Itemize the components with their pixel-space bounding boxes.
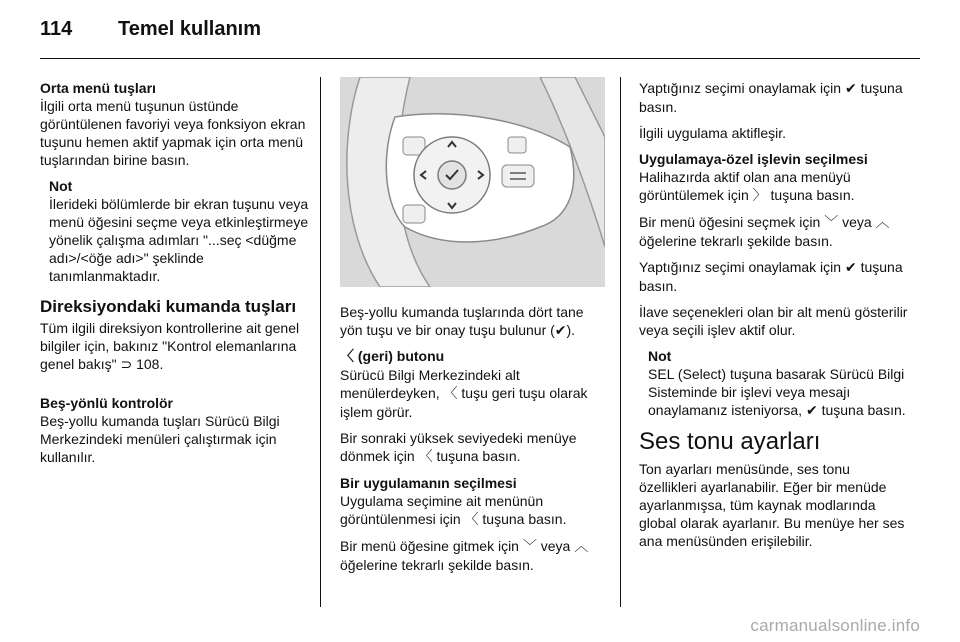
subheading-orta-menu: Orta menü tuşları <box>40 80 156 96</box>
text-segment: tuşuna basın. <box>766 187 855 203</box>
paragraph-ozel-2 <box>639 213 909 250</box>
text-segment: öğelerine tekrarlı şekilde basın. <box>639 233 833 249</box>
paragraph-ozel-1 <box>639 168 909 205</box>
text-segment: veya <box>536 538 575 554</box>
text-segment: SEL (Select) tuşuna basarak Sürücü Bilgi Sisteminde bir işlevi veya mesajı onaylamanız isteniyorsa, <box>648 366 905 418</box>
column-3 <box>639 79 909 558</box>
text-segment: Yaptığınız seçimi onaylamak için <box>639 80 845 96</box>
column-1 <box>40 79 310 474</box>
chevron-left-icon: 〈 <box>418 449 433 465</box>
section-title-direksiyon: Direksiyondaki kumanda tuşları <box>40 297 297 316</box>
text-segment: Bir menü öğesine gitmek için <box>340 538 523 554</box>
steering-wheel-controls-illustration <box>340 77 605 287</box>
subheading-bes-yonlu: Beş-yönlü kontrolör <box>40 395 174 411</box>
text-segment: Uygulama seçimine ait menünün görüntülenmesi için <box>340 493 544 527</box>
section-title-ses-tonu: Ses tonu ayarları <box>639 428 821 455</box>
paragraph-intro: Beş-yollu kumanda tuşlarında dört tane yön tuşu ve bir onay tuşu bulunur (✔). <box>340 304 584 338</box>
paragraph-uygulama-1 <box>340 492 610 529</box>
subheading-text: (geri) butonu <box>354 348 445 364</box>
chevron-left-icon: 〈 <box>464 512 479 528</box>
chevron-right-icon: 〉 <box>752 188 767 204</box>
note-block <box>648 347 909 420</box>
paragraph-uygulama-2 <box>340 537 610 574</box>
text-segment: tuşuna basın. <box>432 448 521 464</box>
checkmark-icon: ✔ <box>805 403 818 419</box>
checkmark-icon: ✔ <box>844 81 857 97</box>
paragraph-ses-tonu: Ton ayarları menüsünde, ses tonu özellikleri ayarlanabilir. Eğer bir menüde ayarlanmışsa, tüm kaynak modlarında global olarak ayarlanır. Bu menüye her ses ana menüsünden erişilebilir. <box>639 461 905 549</box>
text-segment: Tüm ilgili direksiyon kontrollerine ait genel bilgiler için, bakınız "Kontrol elemanlarına genel bakış" <box>40 320 300 372</box>
text-segment: Sürücü Bilgi Merkezindeki alt menülerdeyken, <box>340 367 520 401</box>
subheading-ozel-islev: Uygulamaya-özel işlevin seçilmesi <box>639 151 868 167</box>
text-segment: Bir sonraki yüksek seviyedeki menüye dönmek için <box>340 430 577 464</box>
page-header <box>40 18 261 41</box>
note-text: İlerideki bölümlerde bir ekran tuşunu veya menü öğesini seçme veya etkinleştirmeye yönelik çalışma adımları "...seç <düğme adı>/<öğe adı>" şeklinde tanımlanmaktadır. <box>49 196 309 284</box>
paragraph-onay-2 <box>639 258 909 295</box>
paragraph-geri-1 <box>340 366 610 421</box>
chevron-left-icon: 〈 <box>340 349 354 365</box>
text-segment: öğelerine tekrarlı şekilde basın. <box>340 557 534 573</box>
subheading-uygulama-secimi: Bir uygulamanın seçilmesi <box>340 475 517 491</box>
checkmark-icon: ✔ <box>844 260 857 276</box>
note-text <box>648 365 909 420</box>
chevron-down-icon: ﹀ <box>824 215 839 231</box>
chevron-down-icon: ﹀ <box>522 539 537 555</box>
chevron-up-icon: ︿ <box>875 215 890 231</box>
chevron-left-icon: 〈 <box>443 386 458 402</box>
note-label: Not <box>648 348 672 364</box>
text-segment: Halihazırda aktif olan ana menüyü görüntülemek için <box>639 169 851 203</box>
column-divider-left <box>320 77 321 607</box>
column-divider-right <box>620 77 621 607</box>
header-rule <box>40 58 920 59</box>
page-reference-arrow-icon: ⊃ <box>120 357 133 373</box>
page-number: 114 <box>40 18 73 40</box>
note-label: Not <box>49 178 73 194</box>
text-segment: tuşuna basın. <box>478 511 567 527</box>
page-reference-number: 108. <box>132 356 164 372</box>
text-segment: tuşuna basın. <box>639 80 903 115</box>
text-segment: tuşuna basın. <box>639 259 903 294</box>
text-segment: Bir menü öğesini seçmek için <box>639 214 825 230</box>
paragraph-bes-yonlu: Beş-yollu kumanda tuşları Sürücü Bilgi Merkezindeki menüleri çalıştırmak için kullanılır. <box>40 413 280 465</box>
chevron-up-icon: ︿ <box>574 539 589 555</box>
watermark: carmanualsonline.info <box>750 616 920 635</box>
paragraph-aktif: İlgili uygulama aktifleşir. <box>639 125 787 141</box>
paragraph-onay-1 <box>639 79 909 116</box>
paragraph-direksiyon <box>40 319 310 374</box>
paragraph-geri-2 <box>340 429 610 466</box>
paragraph-orta-menu: İlgili orta menü tuşunun üstünde görüntülenen favoriyi veya fonksiyon ekran tuşunu hemen aktif yapmak için orta menü tuşlarından birine basın. <box>40 98 306 168</box>
text-segment: Yaptığınız seçimi onaylamak için <box>639 259 845 275</box>
text-segment: tuşu geri tuşu olarak işlem görür. <box>340 385 588 420</box>
text-segment: tuşuna basın. <box>817 402 906 418</box>
spacer <box>40 382 310 394</box>
page-title: Temel kullanım <box>118 18 262 40</box>
subheading-geri-butonu <box>340 347 610 366</box>
text-segment: veya <box>838 214 876 230</box>
note-block <box>49 177 310 285</box>
column-2 <box>340 79 610 582</box>
paragraph-ilave: İlave seçenekleri olan bir alt menü gösterilir veya seçili işlev aktif olur. <box>639 304 908 338</box>
